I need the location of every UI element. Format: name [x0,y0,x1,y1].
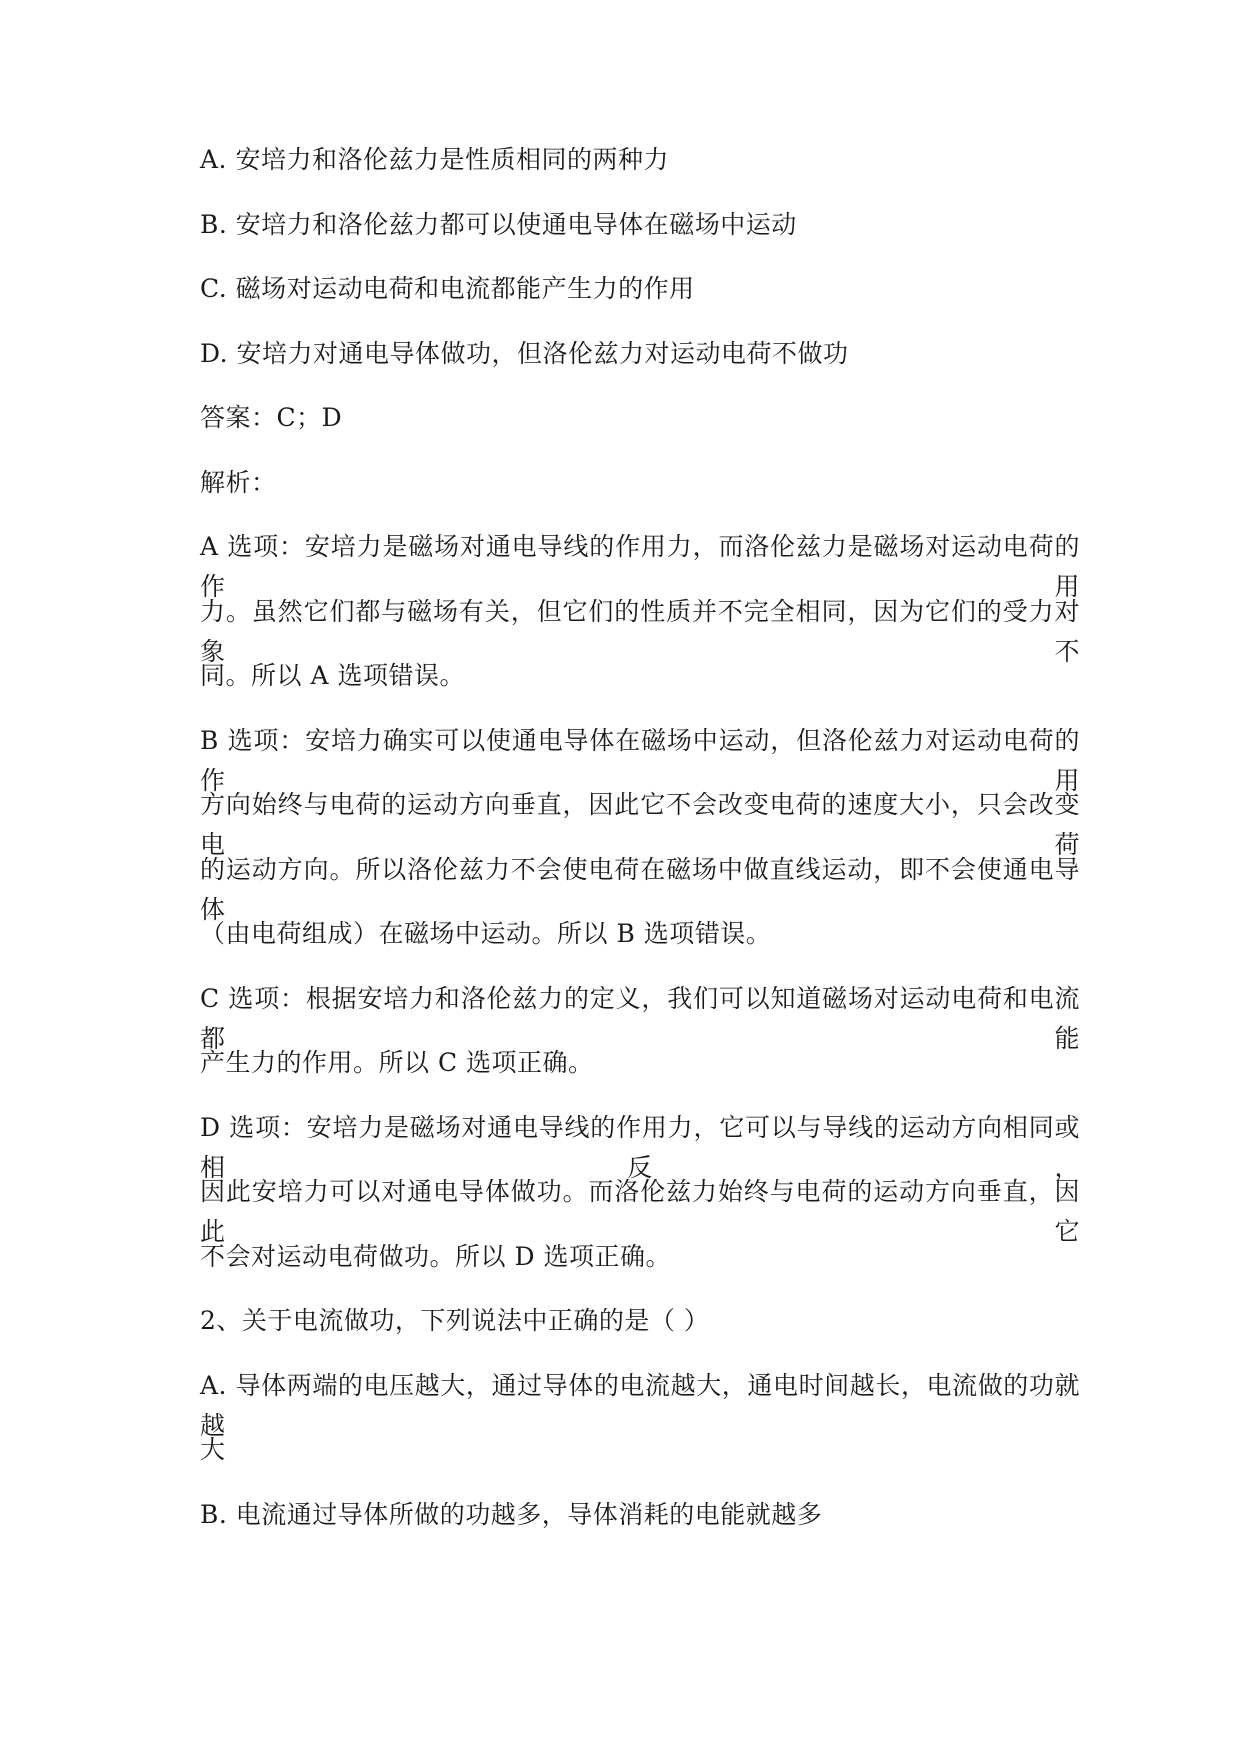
q1-answer: 答案：C；D [200,403,343,432]
analysis-b-line-4: （由电荷组成）在磁场中运动。所以 B 选项错误。 [200,919,772,948]
analysis-c-line-1: C 选项：根据安培力和洛伦兹力的定义，我们可以知道磁场对运动电荷和电流都能 [200,983,1080,1053]
analysis-c-line-2: 产生力的作用。所以 C 选项正确。 [200,1048,594,1077]
analysis-a-line-2: 力。虽然它们都与磁场有关，但它们的性质并不完全相同，因为它们的受力对象不 [200,596,1080,666]
q1-option-a: A. 安培力和洛伦兹力是性质相同的两种力 [200,145,669,174]
analysis-heading: 解析： [200,467,277,497]
q2-question: 2、关于电流做功，下列说法中正确的是（ ） [200,1306,710,1335]
analysis-d-line-1: D 选项：安培力是磁场对通电导线的作用力，它可以与导线的运动方向相同或相反， [200,1112,1080,1182]
analysis-a-line-1: A 选项：安培力是磁场对通电导线的作用力，而洛伦兹力是磁场对运动电荷的作用 [200,532,1080,601]
analysis-b-line-1: B 选项：安培力确实可以使通电导体在磁场中运动，但洛伦兹力对运动电荷的作用 [200,725,1080,795]
q1-option-c: C. 磁场对运动电荷和电流都能产生力的作用 [200,274,695,303]
q1-option-d: D. 安培力对通电导体做功，但洛伦兹力对运动电荷不做功 [200,338,849,368]
document-page [200,140,1080,1559]
q2-option-b: B. 电流通过导体所做的功越多，导体消耗的电能就越多 [200,1499,823,1529]
q2-option-a-line-2: 大 [200,1435,226,1464]
analysis-d-line-3: 不会对运动电荷做功。所以 D 选项正确。 [200,1241,671,1271]
analysis-d-line-2: 因此安培力可以对通电导体做功。而洛伦兹力始终与电荷的运动方向垂直，因此它 [200,1177,1080,1246]
analysis-a-line-3: 同。所以 A 选项错误。 [200,661,465,690]
analysis-b-line-3: 的运动方向。所以洛伦兹力不会使电荷在磁场中做直线运动，即不会使通电导体 [200,854,1080,924]
q2-option-a-line-1: A. 导体两端的电压越大，通过导体的电流越大，通电时间越长，电流做的功就越 [200,1370,1080,1440]
q1-option-b: B. 安培力和洛伦兹力都可以使通电导体在磁场中运动 [200,209,797,239]
analysis-b-line-2: 方向始终与电荷的运动方向垂直，因此它不会改变电荷的速度大小，只会改变电荷 [200,790,1080,859]
